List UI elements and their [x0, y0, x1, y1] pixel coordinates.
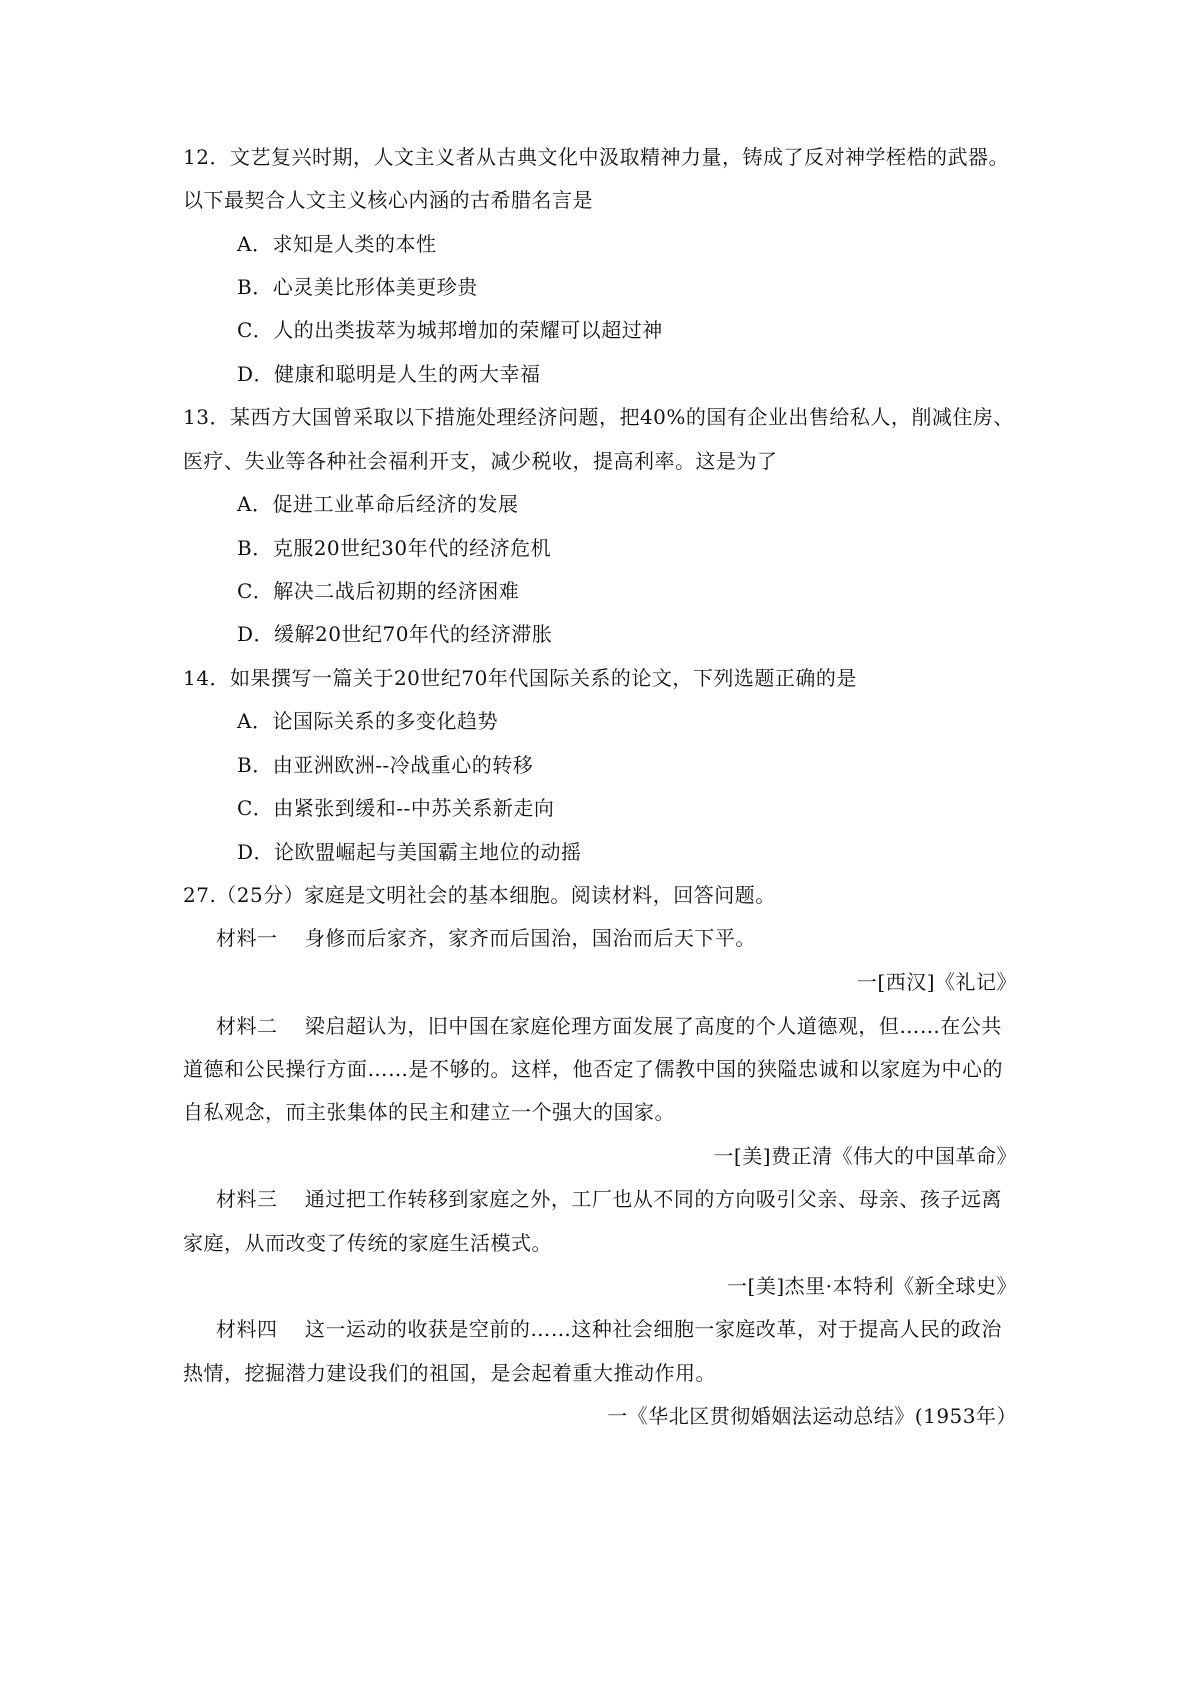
q27-material-3-source: 一[美]杰里·本特利《新全球史》: [727, 1274, 1017, 1298]
q27-material-3-line1: 材料三 通过把工作转移到家庭之外，工厂也从不同的方向吸引父亲、母亲、孩子远离: [216, 1187, 1002, 1211]
q27-material-2-line3: 自私观念，而主张集体的民主和建立一个强大的国家。: [183, 1100, 675, 1124]
q12-stem-line1: 12．文艺复兴时期，人文主义者从古典文化中汲取精神力量，铸成了反对神学桎梏的武器。: [183, 145, 1009, 169]
q27-material-2-source: 一[美]费正清《伟大的中国革命》: [713, 1144, 1017, 1168]
q27-material-2-line2: 道德和公民操行方面……是不够的。这样，他否定了儒教中国的狭隘忠诚和以家庭为中心的: [183, 1057, 1003, 1081]
q13-stem-line2: 医疗、失业等各种社会福利开支，减少税收，提高利率。这是为了: [183, 449, 778, 473]
q27-material-4-line2: 热情，挖掘潜力建设我们的祖国，是会起着重大推动作用。: [183, 1361, 716, 1385]
q27-material-4-source: 一《华北区贯彻婚姻法运动总结》(1953年）: [607, 1404, 1017, 1428]
q13-option-c: C．解决二战后初期的经济困难: [237, 579, 520, 603]
q13-option-d: D．缓解20世纪70年代的经济滞胀: [237, 622, 553, 646]
q12-option-d: D．健康和聪明是人生的两大幸福: [237, 362, 541, 386]
q14-stem-line1: 14．如果撰写一篇关于20世纪70年代国际关系的论文，下列选题正确的是: [183, 666, 857, 690]
q27-material-3-line2: 家庭，从而改变了传统的家庭生活模式。: [183, 1231, 552, 1255]
q27-material-1: 材料一 身修而后家齐，家齐而后国治，国治而后天下平。: [216, 926, 756, 950]
q14-option-c: C．由紧张到缓和--中苏关系新走向: [237, 796, 555, 820]
q12-option-b: B．心灵美比形体美更珍贵: [237, 275, 478, 299]
q12-option-c: C．人的出类拔萃为城邦增加的荣耀可以超过神: [237, 318, 663, 342]
q13-stem-line1: 13．某西方大国曾采取以下措施处理经济问题，把40%的国有企业出售给私人，削减住房、: [183, 405, 1014, 429]
q12-option-a: A．求知是人类的本性: [237, 232, 437, 256]
q27-material-1-source: 一[西汉]《礼记》: [856, 970, 1017, 994]
q14-option-b: B．由亚洲欧洲--冷战重心的转移: [237, 753, 534, 777]
q27-material-4-line1: 材料四 这一运动的收获是空前的……这种社会细胞一家庭改革，对于提高人民的政治: [216, 1317, 1002, 1341]
q13-option-a: A．促进工业革命后经济的发展: [237, 492, 519, 516]
q12-stem-line2: 以下最契合人文主义核心内涵的古希腊名言是: [183, 188, 593, 212]
q27-stem: 27.（25分）家庭是文明社会的基本细胞。阅读材料，回答问题。: [183, 883, 776, 907]
q14-option-d: D．论欧盟崛起与美国霸主地位的动摇: [237, 840, 582, 864]
q14-option-a: A．论国际关系的多变化趋势: [237, 709, 498, 733]
q13-option-b: B．克服20世纪30年代的经济危机: [237, 536, 552, 560]
q27-material-2-line1: 材料二 梁启超认为，旧中国在家庭伦理方面发展了高度的个人道德观，但……在公共: [216, 1014, 1002, 1038]
